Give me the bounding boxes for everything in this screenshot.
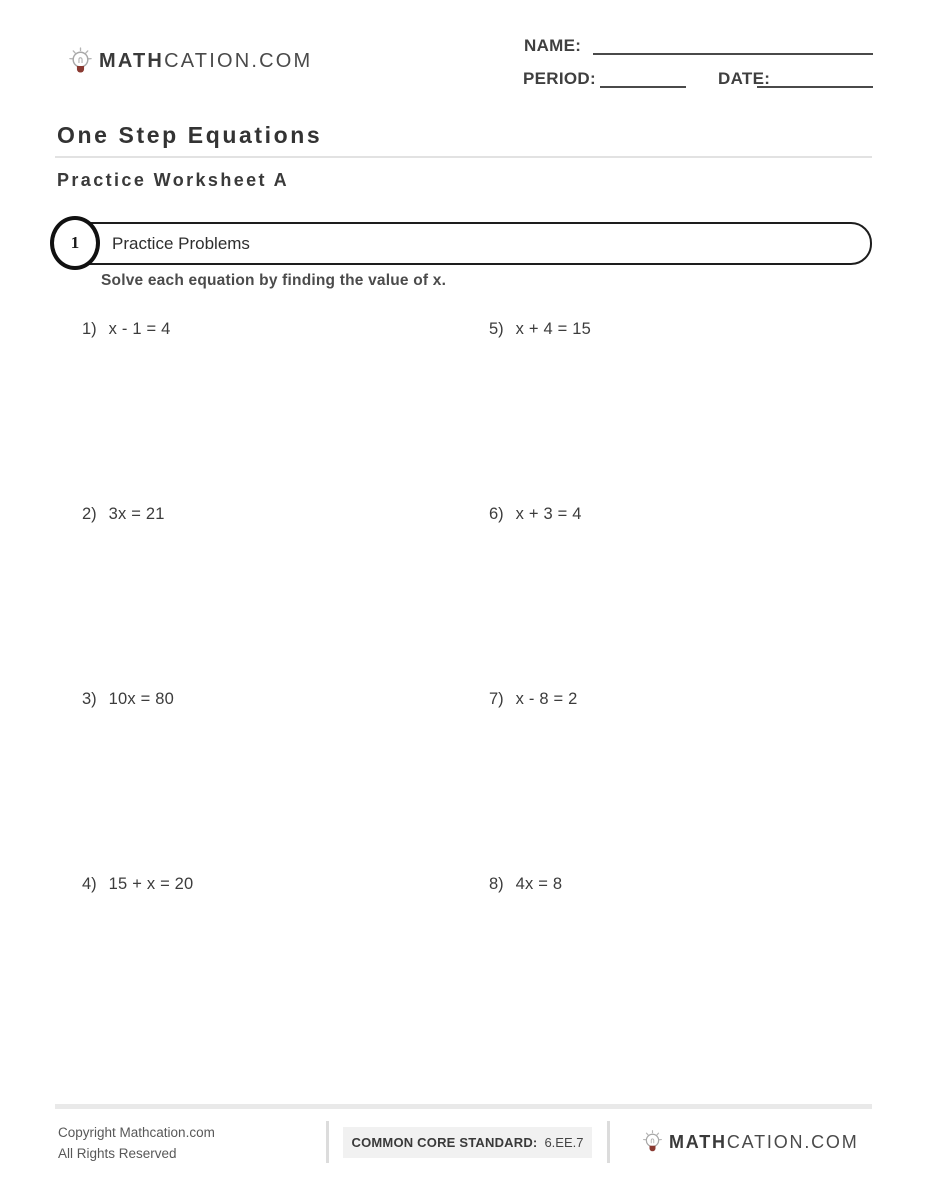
problem-number: 6) <box>489 505 504 523</box>
problem-number: 2) <box>82 505 97 523</box>
header-logo <box>68 46 312 77</box>
problem-equation: x + 3 = 4 <box>515 505 582 523</box>
problem-equation: 4x = 8 <box>515 875 563 893</box>
problem-equation: x - 8 = 2 <box>515 690 578 708</box>
problem-number: 1) <box>82 320 97 338</box>
footer-divider-bar <box>55 1104 872 1109</box>
section-banner <box>63 222 872 265</box>
problem-equation: x - 1 = 4 <box>108 320 171 338</box>
footer-logo <box>642 1129 859 1155</box>
page-title: One Step Equations <box>57 122 323 148</box>
title-divider <box>55 156 872 158</box>
problem-equation: 10x = 80 <box>108 690 175 708</box>
problem-3 <box>82 690 174 709</box>
worksheet-subtitle: Practice Worksheet A <box>57 170 290 190</box>
standard-value: 6.EE.7 <box>544 1135 584 1150</box>
lightbulb-icon <box>68 46 93 77</box>
brand-text: MATHCATION.COM <box>669 1131 859 1152</box>
footer-vertical-divider <box>326 1121 329 1163</box>
problem-number: 3) <box>82 690 97 708</box>
section-number-badge: 1 <box>50 216 100 270</box>
period-blank-line <box>600 70 686 88</box>
standard-label: COMMON CORE STANDARD: <box>351 1135 538 1150</box>
copyright-text: Copyright Mathcation.com All Rights Reserved <box>58 1125 215 1161</box>
footer-vertical-divider <box>607 1121 610 1163</box>
problem-equation: x + 4 = 15 <box>515 320 592 338</box>
name-label: NAME: <box>524 36 582 55</box>
problem-4 <box>82 875 193 894</box>
brand-text: MATHCATION.COM <box>99 50 313 72</box>
lightbulb-icon <box>642 1129 663 1155</box>
problem-2 <box>82 505 165 524</box>
period-label: PERIOD: <box>523 69 596 88</box>
date-blank-line <box>757 70 873 88</box>
problem-5 <box>489 320 591 339</box>
problem-number: 5) <box>489 320 504 338</box>
date-label: DATE: <box>718 69 771 88</box>
problem-number: 4) <box>82 875 97 893</box>
instruction-text: Solve each equation by finding the value of x. <box>101 272 447 289</box>
problem-8 <box>489 875 562 894</box>
problem-1 <box>82 320 171 339</box>
common-core-standard-box <box>343 1127 592 1158</box>
section-title: Practice Problems <box>112 233 250 253</box>
problem-equation: 3x = 21 <box>108 505 165 523</box>
problem-equation: 15 + x = 20 <box>108 875 194 893</box>
problem-number: 8) <box>489 875 504 893</box>
name-blank-line <box>593 37 873 55</box>
problem-7 <box>489 690 578 709</box>
problem-6 <box>489 505 582 524</box>
problem-number: 7) <box>489 690 504 708</box>
